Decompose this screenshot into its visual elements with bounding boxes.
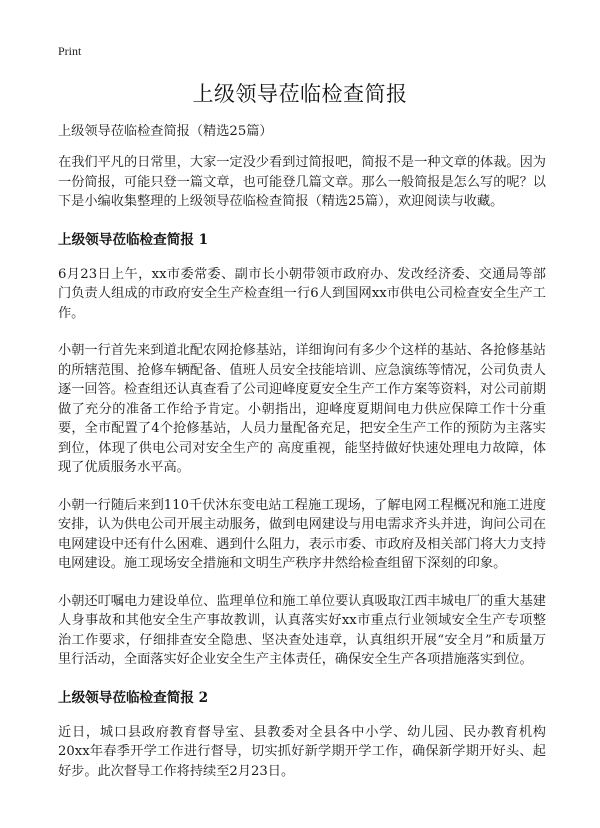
section-heading-2: 上级领导莅临检查简报 2 — [58, 689, 209, 706]
section-1-paragraph-4: 小朝还叮嘱电力建设单位、监理单位和施工单位要认真吸取江西丰城电厂的重大基建人身事故和其他安全生产事故教训，认真落实好xx市重点行业领域安全生产专项整治工作要求，仔细排查安全隐患、坚决查处违章，认真组织开展“安全月”和质量万里行活动，全面落实好企业安全生产主体责任，确保安全生产各项措施落实到位。 — [58, 593, 546, 667]
section-heading-1: 上级领导莅临检查简报 1 — [58, 231, 209, 248]
article-subtitle: 上级领导莅临检查简报（精选25篇） — [58, 124, 273, 139]
section-2-paragraph-1: 近日，城口县政府教育督导室、县教委对全县各中小学、幼儿园、民办教育机构20xx年春季开学工作进行督导，切实抓好新学期开学工作，确保新学期开好头、起好步。此次督导工作将持续至2月23日。 — [58, 724, 546, 779]
intro-paragraph: 在我们平凡的日常里，大家一定没少看到过简报吧，简报不是一种文章的体裁。因为一份简报，可能只登一篇文章，也可能登几篇文章。那么一般简报是怎么写的呢？以下是小编收集整理的上级领导莅临检查简报（精选25篇），欢迎阅读与收藏。 — [58, 155, 546, 209]
section-1-paragraph-3: 小朝一行随后来到110千伏沐东变电站工程施工现场，了解电网工程概况和施工进度安排，认为供电公司开展主动服务，做到电网建设与用电需求齐头并进，询问公司在电网建设中还有什么困难、遇到什么阻力，表示市委、市政府及相关部门将大力支持电网建设。施工现场安全措施和文明生产秩序井然给检查组留下深刻的印象。 — [58, 497, 546, 571]
article-body — [58, 122, 546, 799]
print-link[interactable]: Print — [58, 44, 82, 58]
section-1-paragraph-1: 6月23日上午，xx市委常委、副市长小朝带领市政府办、发改经济委、交通局等部门负责人组成的市政府安全生产检查组一行6人到国网xx市供电公司检查安全生产工作。 — [58, 266, 546, 321]
section-1-paragraph-2: 小朝一行首先来到道北配农网抢修基站，详细询问有多少个这样的基站、各抢修基站的所辖范围、抢修车辆配备、值班人员安全技能培训、应急演练等情况，公司负责人逐一回答。检查组还认真查看了公司迎峰度夏安全生产工作方案等资料，对公司前期做了充分的准备工作给予肯定。小朝指出，迎峰度夏期间电力供应保障工作十分重要，全市配置了4个抢修基站，人员力量配备充足，把安全生产工作的预防为主落实到位，体现了供电公司对安全生产的 高度重视，能坚持做好快速处理电力故障，体现了优质服务水平高。 — [58, 343, 546, 475]
page-title: 上级领导莅临检查简报 — [192, 82, 408, 106]
